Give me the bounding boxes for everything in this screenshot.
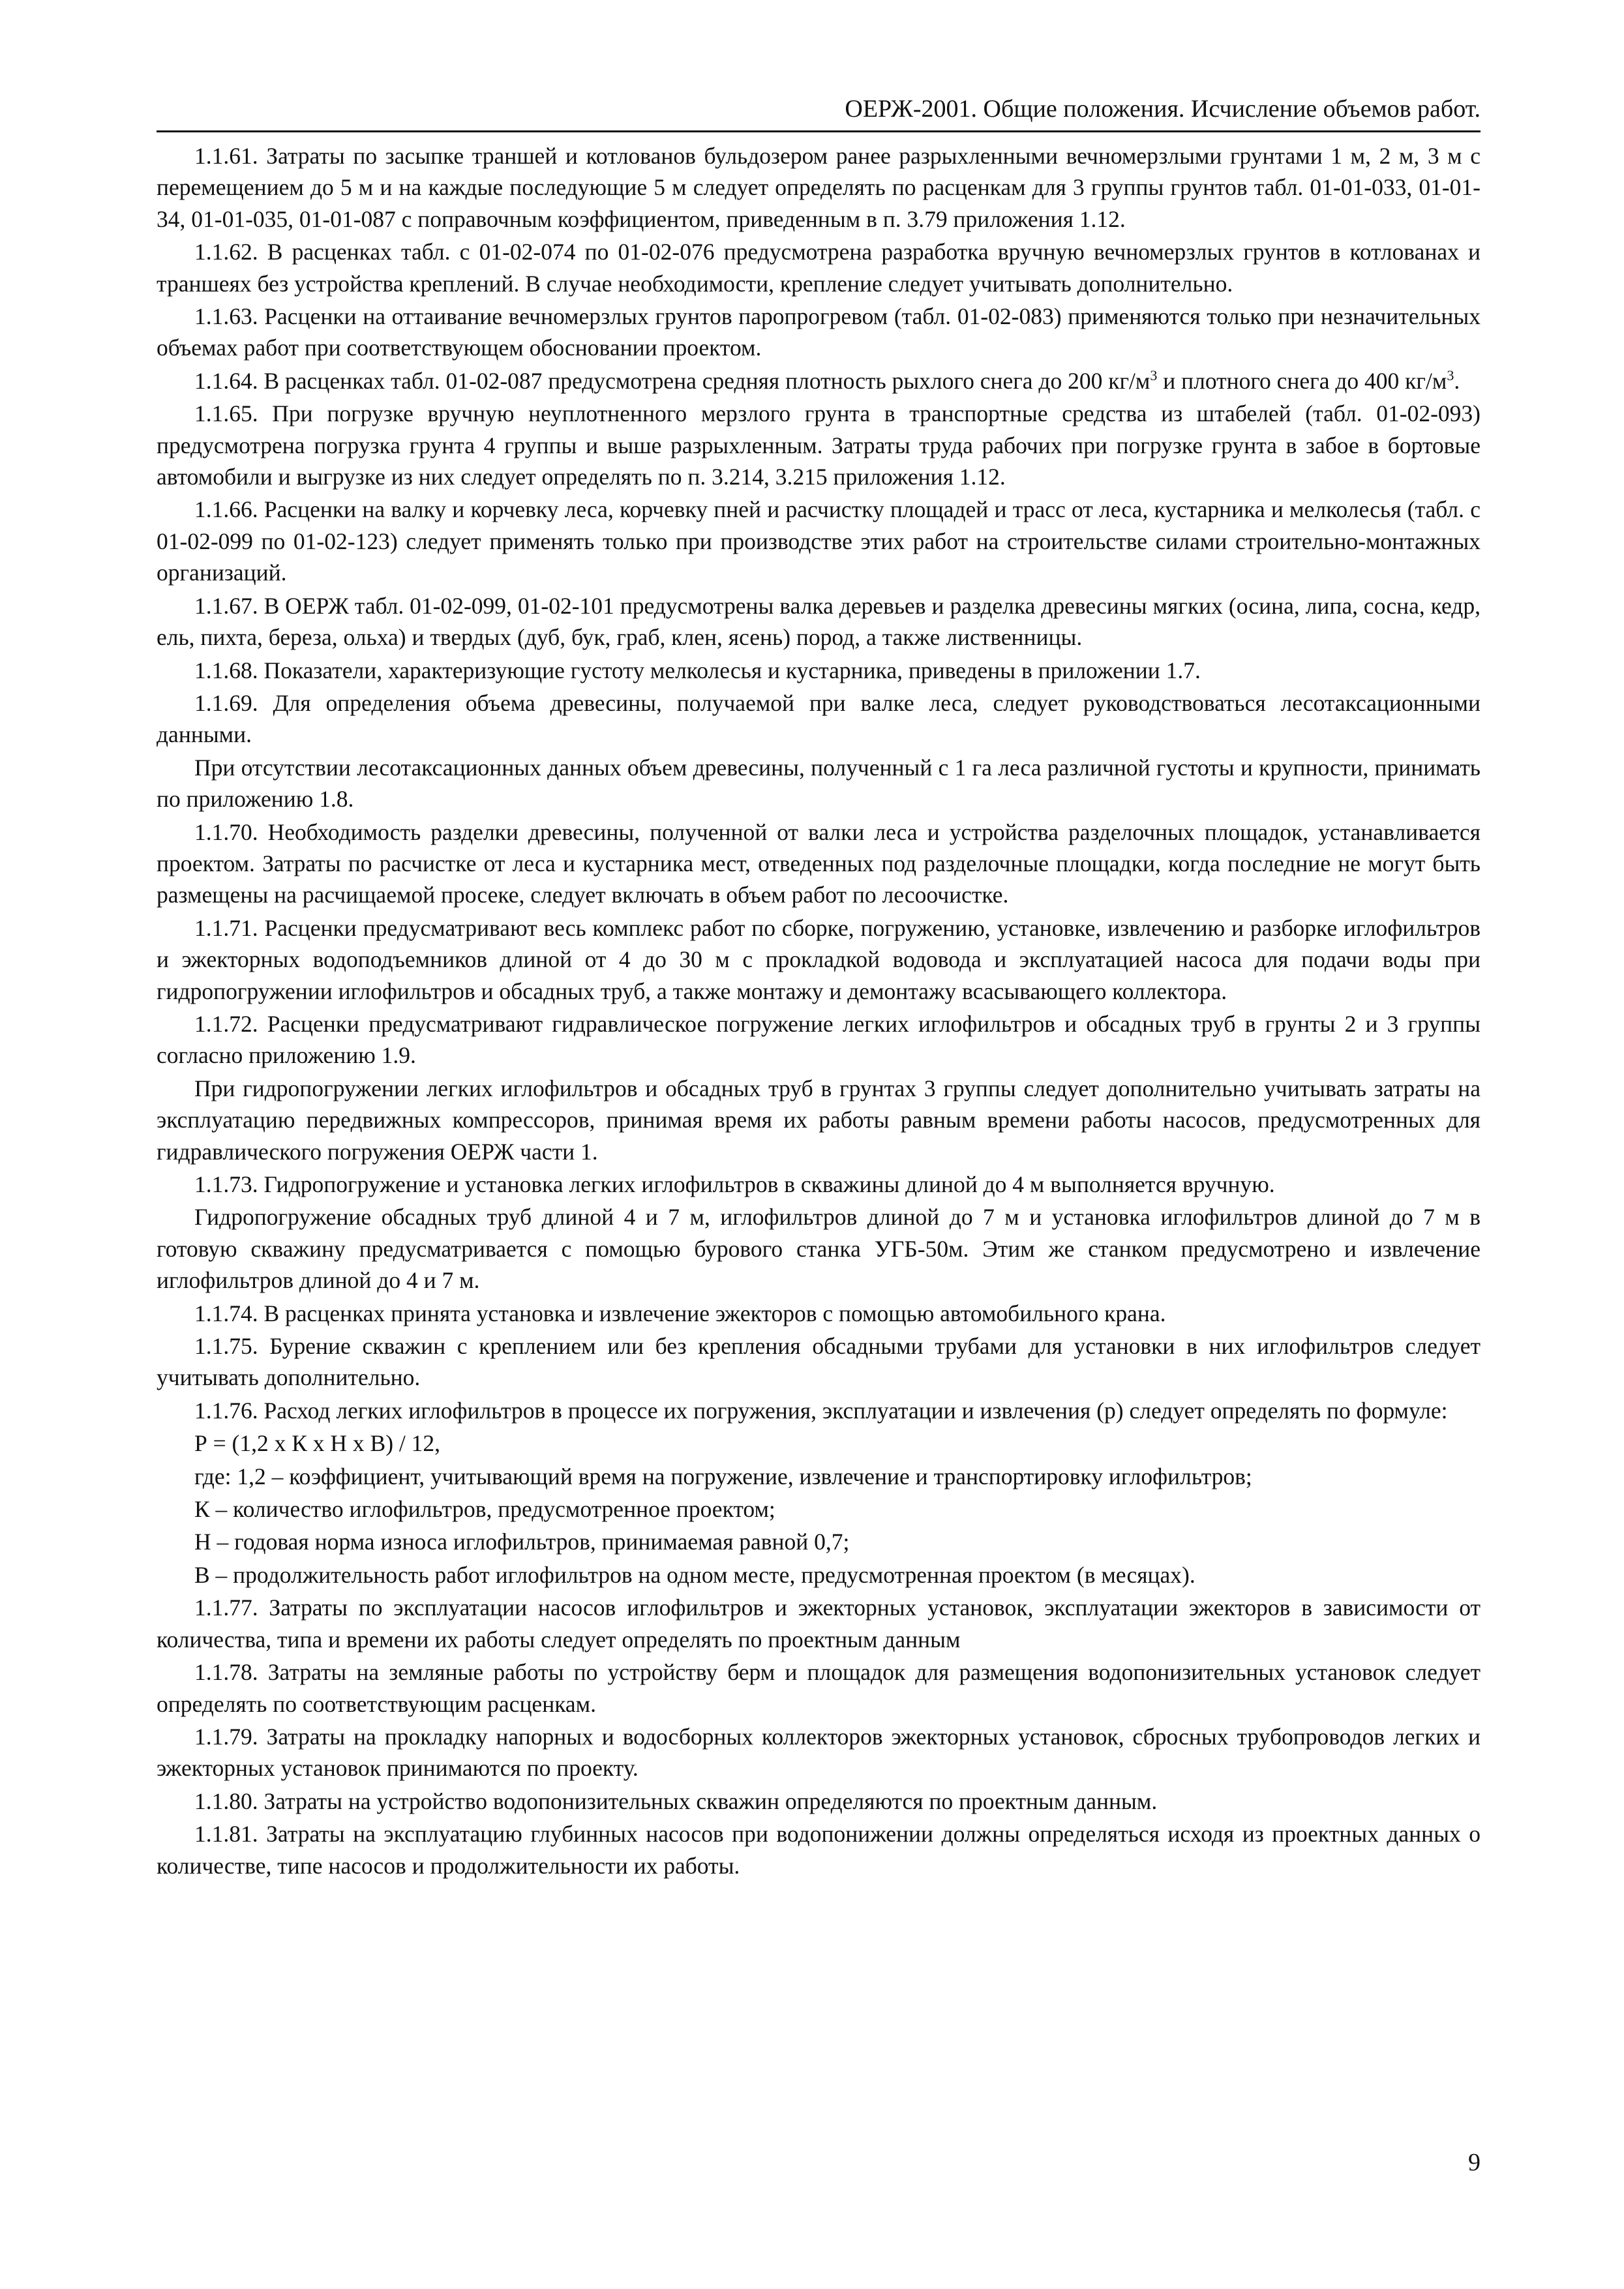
paragraph-1-1-68: 1.1.68. Показатели, характеризующие густоту мелколесья и кустарника, приведены в приложении 1.7. (194, 657, 1201, 683)
paragraph-1-1-80: 1.1.80. Затраты на устройство водопонизительных скважин определяются по проектным данным. (194, 1788, 1158, 1814)
formula-legend-coefficient: где: 1,2 – коэффициент, учитывающий время на погружение, извлечение и транспортировку иглофильтров; (194, 1463, 1252, 1489)
paragraph-1-1-61: 1.1.61. Затраты по засыпке траншей и котлованов бульдозером ранее разрыхленными вечномерзлыми грунтами 1 м, 2 м, 3 м с перемещением до 5 м и на каждые последующие 5 м следует определять по расценкам для 3 группы грунтов табл. 01-01-033, 01-01-34, 01-01-035, 01-01-087 с поправочным коэффициентом, приведенным в п. 3.79 приложения 1.12. (157, 143, 1481, 232)
paragraph-1-1-75: 1.1.75. Бурение скважин с креплением или без крепления обсадными трубами для установки в них иглофильтров следует учитывать дополнительно. (157, 1333, 1481, 1391)
paragraph-1-1-69-continued: При отсутствии лесотаксационных данных объем древесины, полученный с 1 га леса различной густоты и крупности, принимать по приложению 1.8. (157, 754, 1481, 813)
paragraph-1-1-73-continued: Гидропогружение обсадных труб длиной 4 и 7 м, иглофильтров длиной до 7 м и установка иглофильтров длиной до 7 м в готовую скважину предусматривается с помощью бурового станка УГБ-50м. Этим же станком предусмотрено и извлечение иглофильтров длиной до 4 и 7 м. (157, 1204, 1481, 1294)
paragraph-1-1-76: 1.1.76. Расход легких иглофильтров в процессе их погружения, эксплуатации и извлечения (р) следует определять по формуле: (194, 1397, 1448, 1424)
paragraph-1-1-74: 1.1.74. В расценках принята установка и извлечение эжекторов с помощью автомобильного крана. (194, 1300, 1166, 1326)
formula-legend-n: Н – годовая норма износа иглофильтров, принимаемая равной 0,7; (194, 1529, 850, 1555)
document-body (157, 140, 1481, 1881)
paragraph-1-1-77: 1.1.77. Затраты по эксплуатации насосов иглофильтров и эжекторных установок, эксплуатации эжекторов в зависимости от количества, типа и времени их работы следует определять по проектным данным (157, 1594, 1481, 1653)
paragraph-1-1-78: 1.1.78. Затраты на земляные работы по устройству берм и площадок для размещения водопонизительных установок следует определять по соответствующим расценкам. (157, 1659, 1481, 1717)
formula-legend-k: К – количество иглофильтров, предусмотренное проектом; (194, 1496, 775, 1523)
paragraph-1-1-72-continued: При гидропогружении легких иглофильтров и обсадных труб в грунтах 3 группы следует дополнительно учитывать затраты на эксплуатацию передвижных компрессоров, принимая время их работы равным времени работы насосов, предусмотренных для гидравлического погружения ОЕРЖ части 1. (157, 1075, 1481, 1165)
paragraph-1-1-72: 1.1.72. Расценки предусматривают гидравлическое погружение легких иглофильтров и обсадных труб в грунты 2 и 3 группы согласно приложению 1.9. (157, 1010, 1481, 1069)
snow-text-part-1: 1.1.64. В расценках табл. 01-02-087 предусмотрена средняя плотность рыхлого снега до 200 кг/м (194, 367, 1150, 394)
paragraph-1-1-70: 1.1.70. Необходимость разделки древесины, полученной от валки леса и устройства разделочных площадок, устанавливается проектом. Затраты по расчистке от леса и кустарника мест, отведенных под разделочные площадки, когда последние не могут быть размещены на расчищаемой просеке, следует включать в объем работ по лесоочистке. (157, 818, 1481, 908)
snow-text-part-3: . (1454, 367, 1460, 394)
paragraph-1-1-67: 1.1.67. В ОЕРЖ табл. 01-02-099, 01-02-101 предусмотрены валка деревьев и разделка древесины мягких (осина, липа, сосна, кедр, ель, пихта, береза, ольха) и твердых (дуб, бук, граб, клен, ясень) пород, а также лиственницы. (157, 592, 1481, 651)
paragraph-1-1-79: 1.1.79. Затраты на прокладку напорных и водосборных коллекторов эжекторных установок, сбросных трубопроводов легких и эжекторных установок принимаются по проекту. (157, 1723, 1481, 1782)
superscript-3: 3 (1447, 367, 1454, 384)
paragraph-1-1-81: 1.1.81. Затраты на эксплуатацию глубинных насосов при водопонижении должны определяться исходя из проектных данных о количестве, типе насосов и продолжительности их работы. (157, 1821, 1481, 1879)
paragraph-1-1-64 (157, 365, 1481, 396)
paragraph-1-1-71: 1.1.71. Расценки предусматривают весь комплекс работ по сборке, погружению, установке, извлечению и разборке иглофильтров и эжекторных водоподъемников длиной от 4 до 30 м с прокладкой водовода и эксплуатацией насоса для подачи воды при гидропогружении иглофильтров и обсадных труб, а также монтажу и демонтажу всасывающего коллектора. (157, 914, 1481, 1004)
running-header: ОЕРЖ-2001. Общие положения. Исчисление объемов работ. (157, 91, 1481, 132)
paragraph-1-1-73: 1.1.73. Гидропогружение и установка легких иглофильтров в скважины длиной до 4 м выполняется вручную. (194, 1171, 1275, 1197)
paragraph-1-1-62: 1.1.62. В расценках табл. с 01-02-074 по 01-02-076 предусмотрена разработка вручную вечномерзлых грунтов в котлованах и траншеях без устройства креплений. В случае необходимости, крепление следует учитывать дополнительно. (157, 239, 1481, 297)
formula-expression: Р = (1,2 x К x Н x В) / 12, (194, 1430, 441, 1457)
formula-legend-b: В – продолжительность работ иглофильтров на одном месте, предусмотренная проектом (в месяцах). (194, 1561, 1195, 1588)
paragraph-1-1-63: 1.1.63. Расценки на оттаивание вечномерзлых грунтов паропрогревом (табл. 01-02-083) применяются только при незначительных объемах работ при соответствующем обосновании проектом. (157, 303, 1481, 361)
paragraph-1-1-69: 1.1.69. Для определения объема древесины, получаемой при валке леса, следует руководствоваться лесотаксационными данными. (157, 689, 1481, 748)
superscript-3: 3 (1150, 367, 1158, 384)
page-number: 9 (1468, 2149, 1481, 2176)
snow-text-part-2: и плотного снега до 400 кг/м (1157, 367, 1447, 394)
document-page (157, 91, 1481, 1883)
paragraph-1-1-65: 1.1.65. При погрузке вручную неуплотненного мерзлого грунта в транспортные средства из штабелей (табл. 01-02-093) предусмотрена погрузка грунта 4 группы и выше разрыхленным. Затраты труда рабочих при погрузке грунта в забое в бортовые автомобили и выгрузке из них следует определять по п. 3.214, 3.215 приложения 1.12. (157, 400, 1481, 490)
paragraph-1-1-66: 1.1.66. Расценки на валку и корчевку леса, корчевку пней и расчистку площадей и трасс от леса, кустарника и мелколесья (табл. с 01-02-099 по 01-02-123) следует применять только при производстве этих работ на строительстве силами строительно-монтажных организаций. (157, 496, 1481, 586)
